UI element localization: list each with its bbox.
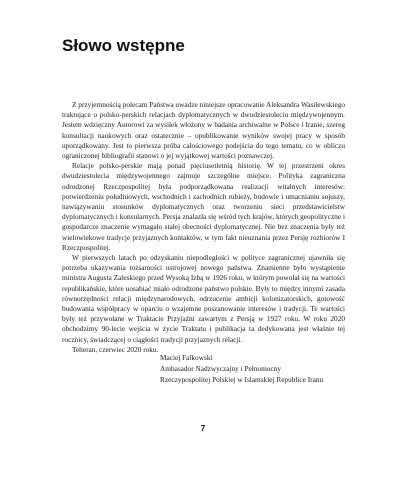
signature-country: Rzeczypospolitej Polskiej w Islamskiej Republice Iranu [160, 375, 324, 384]
signature-block [160, 352, 323, 385]
closing-place-date: Teheran, czerwiec 2020 roku. [72, 344, 159, 354]
signature-title: Ambasador Nadzwyczajny i Pełnomocny [160, 364, 281, 373]
page-number: 7 [200, 424, 206, 433]
foreword-body [62, 100, 345, 355]
page-title: Słowo wstępne [62, 36, 185, 55]
paragraph-1: Z przyjemnością polecam Państwa uwadze niniejsze opracowanie Aleksandra Wasilewskiego traktujące o polsko-perskich relacjach dyplomatycznych w dwudziestoleciu międzywojennym. Jestem wdzięczny Autorowi za wysiłek włożony w badania archiwalne w Polsce i Iranie, szereg konsultacji naukowych oraz ostatecznie – opublikowanie wyników swojej pracy w sposób uporządkowany. Jest to pierwsza próba całościowego podejścia do tego tematu, co w obliczu ograniczonej bibliografii stanowi o jej wyjątkowej wartości poznawczej. [62, 100, 345, 161]
paragraph-3: W pierwszych latach po odzyskaniu niepodległości w polityce zagranicznej ujawniła się potrzeba ukazywania tożsamości ustrojowej nowego państwa. Znamienne było wystąpienie ministra Augusta Zaleskiego przed Wysoką Izbą w 1926 roku, w którym powołał się na wartości republikańskie, które uosabiać miało odrodzone państwo polskie. Były to między innymi zasada równorzędności relacji międzynarodowych, odrzucenie ambicji kolonizatorskich, gotowość budowania współpracy w oparciu o wzajemne poszanowanie interesów i tradycji. Te wartości były też przywołane w Traktacie Przyjaźni zawartym z Persją w 1927 roku. W roku 2020 obchodzimy 90-lecie wejścia w życie Traktatu i publikacja ta dedykowana jest właśnie tej rocznicy, świadczącej o ciągłości tradycji przyjaznych relacji. [62, 253, 345, 344]
paragraph-2: Relacje polsko-perskie mają ponad pięciusetletnią historię. W tej przestrzeni okres dwudziestolecia międzywojennego zajmuje szczególne miejsce. Polityka zagraniczna odrodzonej Rzeczpospolitej była podporządkowana realizacji witalnych interesów: potwierdzeniu południowych, wschodnich i zachodnich rubieży, budowie i umacnianiu sojuszy, nawiązywaniu stosunków dyplomatycznych oraz tworzeniu sieci przedstawicielstw dyplomatycznych i konsularnych. Persja znalazła się wśród tych krajów, których geopolityczne i gospodarcze znaczenie wymagało stałej obecności dyplomatycznej. Nie bez znaczenia były też wielowiekowe tradycje przyjaznych kontaktów, w tym fakt nieuznania przez Persję rozbiorów I Rzeczpospolitej. [62, 161, 345, 252]
signature-name: Maciej Falkowski [160, 353, 213, 362]
